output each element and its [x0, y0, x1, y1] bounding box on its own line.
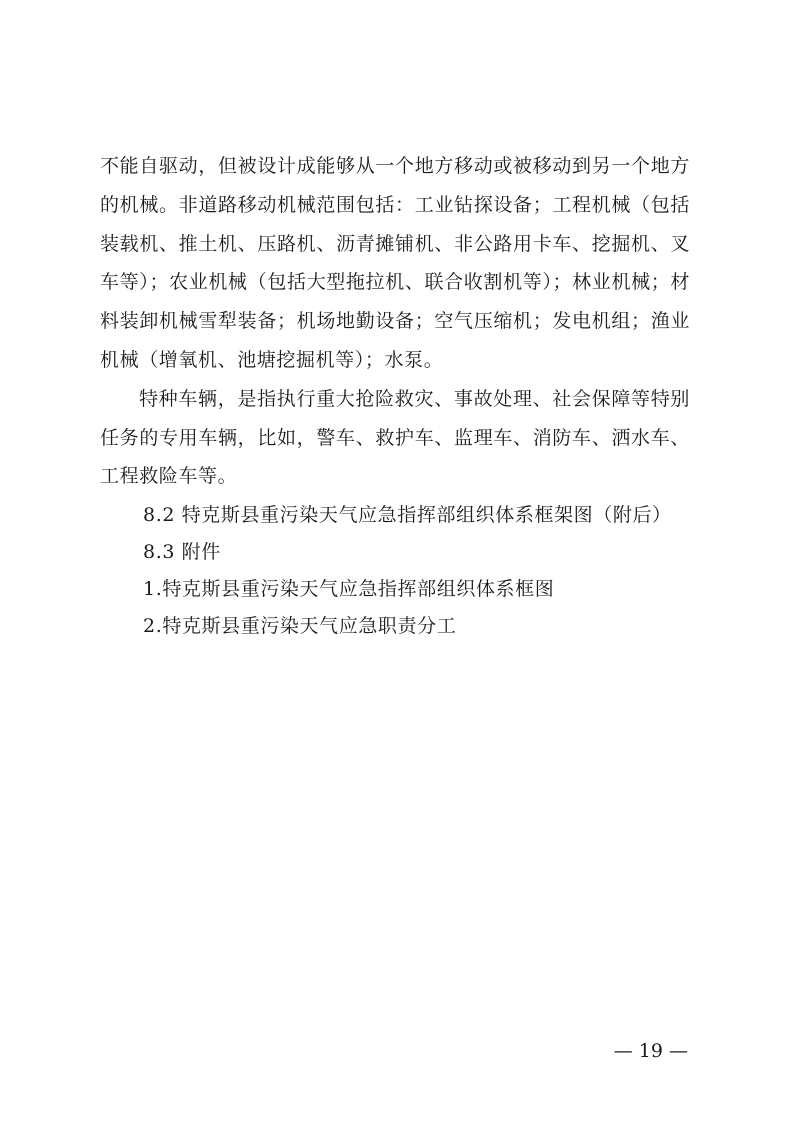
paragraph-non-road-machinery: 不能自驱动，但被设计成能够从一个地方移动或被移动到另一个地方的机械。非道路移动机械范围包括：工业钻探设备；工程机械（包括装载机、推土机、压路机、沥青摊铺机、非公路用卡车、挖掘机、叉车等）；农业机械（包括大型拖拉机、联合收割机等）；林业机械；材料装卸机械雪犁装备；机场地勤设备；空气压缩机；发电机组；渔业机械（增氧机、池塘挖掘机等）；水泵。: [100, 155, 690, 371]
attachment-item-1: 1.特克斯县重污染天气应急指挥部组织体系框图: [143, 578, 555, 601]
page-number: — 19 —: [613, 1040, 688, 1062]
paragraph-special-vehicles: 特种车辆，是指执行重大抢险救灾、事故处理、社会保障等特别任务的专用车辆，比如，警车、救护车、监理车、消防车、洒水车、工程救险车等。: [100, 387, 690, 488]
document-body: [100, 147, 690, 645]
section-heading-8-3: 8.3 附件: [143, 541, 221, 564]
attachment-item-2: 2.特克斯县重污染天气应急职责分工: [143, 615, 457, 638]
section-heading-8-2: 8.2 特克斯县重污染天气应急指挥部组织体系框架图（附后）: [143, 504, 672, 527]
